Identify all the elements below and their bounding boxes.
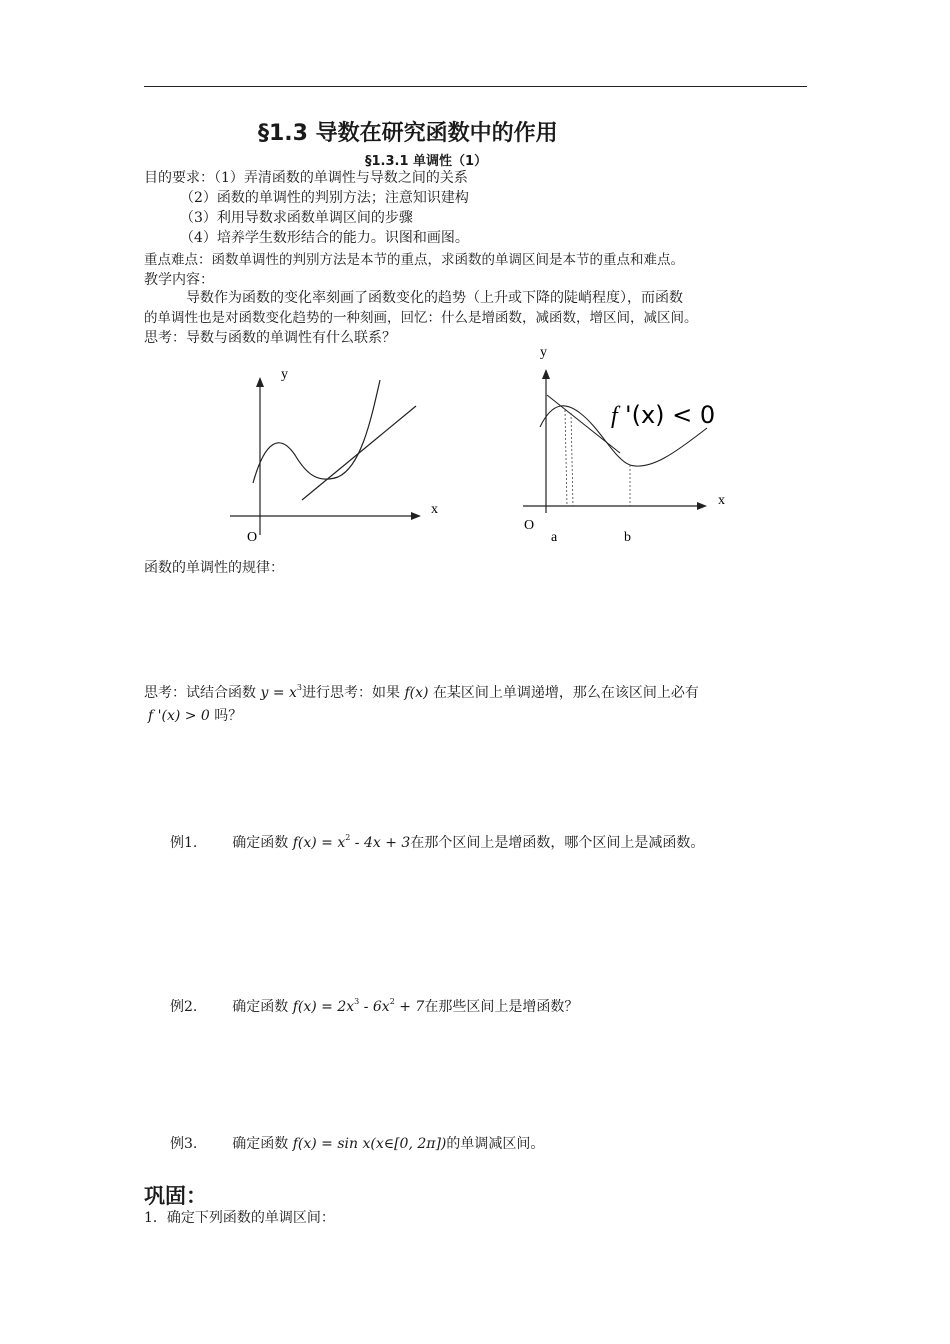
intro-line-3: 思考：导数与函数的单调性有什么联系？ xyxy=(144,330,396,346)
point-a-label: a xyxy=(551,530,558,545)
x-axis-label: x xyxy=(431,502,438,517)
y-axis-label: y xyxy=(281,367,288,382)
example-2: 例2. 确定函数 $f(x) = 2x^3 - 6x^2 + 7$在那些区间上是增函数？ xyxy=(170,997,579,1015)
goal-item: （3）利用导数求函数单调区间的步骤 xyxy=(180,210,413,226)
function-curve xyxy=(253,380,380,483)
page-subtitle: §1.3.1 单调性（1） xyxy=(365,154,488,169)
goal-item: （2）函数的单调性的判别方法；注意知识建构 xyxy=(180,190,469,206)
rule-text: 函数的单调性的规律： xyxy=(144,560,284,576)
goal-item: （4）培养学生数形结合的能力。识图和画图。 xyxy=(180,230,469,246)
derivative-annotation: '(x) < 0 xyxy=(625,401,716,429)
think-line-2: f '(x) > 0 吗？ xyxy=(148,708,243,724)
intro-line-2: 的单调性也是对函数变化趋势的一种刻画，回忆：什么是增函数，减函数，增区间，减区间。 xyxy=(144,310,698,326)
consolidate-item-1: 1．确定下列函数的单调区间： xyxy=(144,1210,335,1226)
goal-item: （1）弄清函数的单调性与导数之间的关系 xyxy=(214,170,468,186)
example-3: 例3. 确定函数 f(x) = sin x(x∈[0, 2π])的单调减区间。 xyxy=(170,1136,545,1152)
example-label: 例2. xyxy=(170,999,198,1015)
header-rule xyxy=(144,86,807,87)
key-points: 重点难点：函数单调性的判别方法是本节的重点，求函数的单调区间是本节的重点和难点。 xyxy=(144,252,684,268)
dashed-guide xyxy=(571,413,573,506)
point-b-label: b xyxy=(624,530,631,545)
content-label: 教学内容： xyxy=(144,272,214,288)
x-axis-arrow-icon xyxy=(411,512,421,520)
page-title: §1.3 导数在研究函数中的作用 xyxy=(258,121,558,146)
derivative-annotation-f: f xyxy=(611,403,618,429)
consolidate-heading: 巩固： xyxy=(144,1184,207,1208)
tangent-line xyxy=(547,395,620,453)
example-label: 例1. xyxy=(170,835,198,851)
y-axis-arrow-icon xyxy=(256,377,264,387)
x-axis-label: x xyxy=(718,493,725,508)
y-axis-label: y xyxy=(540,345,547,360)
figure-decreasing-function xyxy=(515,335,765,550)
dashed-guide xyxy=(565,410,567,506)
tangent-line xyxy=(302,406,416,500)
origin-label: O xyxy=(524,518,535,533)
goals-label: 目的要求： xyxy=(144,170,214,186)
origin-label: O xyxy=(247,530,258,545)
example-1: 例1. 确定函数 $f(x) = x^2 - 4x + 3$在那个区间上是增函数，哪个区间上是减函数。 xyxy=(170,833,705,851)
intro-line-1: 导数作为函数的变化率刻画了函数变化的趋势（上升或下降的陡峭程度），而函数 xyxy=(186,290,683,306)
think-line-1: 思考：试结合函数 $y = x^3$进行思考：如果 f(x) 在某区间上单调递增，那么在该区间上必有 xyxy=(144,683,699,701)
x-axis-arrow-icon xyxy=(697,502,707,510)
figure-increasing-function xyxy=(220,355,460,550)
y-axis-arrow-icon xyxy=(542,369,550,379)
goals-label-line xyxy=(144,168,468,188)
example-label: 例3. xyxy=(170,1136,198,1152)
